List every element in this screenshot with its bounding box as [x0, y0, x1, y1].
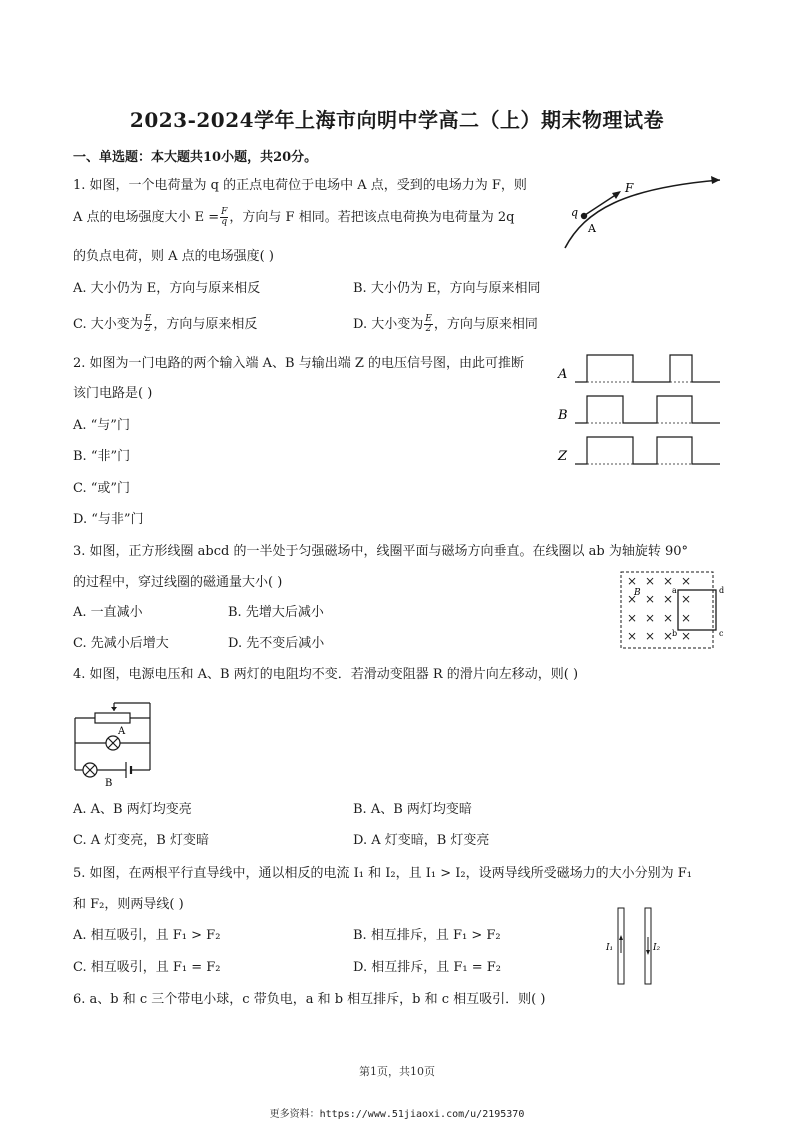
q3-label-c: c: [719, 629, 724, 638]
q2-wave-Z: [575, 437, 720, 464]
q2-option-c: C. “或”门: [73, 481, 131, 496]
q5-label-I1: I₁: [606, 943, 614, 953]
q3-coil-figure: [615, 566, 733, 656]
q1-option-d-num: E: [425, 314, 432, 324]
q1-fraction-den: q: [221, 217, 228, 227]
q1-option-c-num: E: [144, 314, 152, 324]
q4-option-c: C. A 灯变亮，B 灯变暗: [73, 833, 209, 848]
svg-text:×: ×: [645, 592, 656, 606]
q5-option-a: A. 相互吸引，且 F₁ > F₂: [73, 928, 221, 943]
q3-stem-line1: 3. 如图，正方形线圈 abcd 的一半处于匀强磁场中，线圈平面与磁场方向垂直。在线圈以 ab 为轴旋转 90°: [73, 544, 688, 559]
q5-stem-line2: 和 F₂，则两导线( ): [73, 897, 184, 912]
q4-option-a: A. A、B 两灯均变亮: [73, 802, 192, 817]
page-footer: 第1页，共10页: [359, 1065, 435, 1078]
svg-text:×: ×: [645, 611, 656, 625]
q2-label-Z: Z: [558, 449, 568, 464]
svg-text:×: ×: [663, 611, 674, 625]
q1-option-d: [353, 315, 538, 335]
q4-label-A: A: [118, 726, 126, 737]
q3-stem-line2: 的过程中，穿过线圈的磁通量大小( ): [73, 575, 283, 590]
q2-option-b: B. “非”门: [73, 449, 131, 464]
svg-text:×: ×: [645, 574, 656, 588]
q1-option-c-fraction: [144, 315, 153, 334]
q3-option-c: C. 先减小后增大: [73, 636, 169, 651]
q2-option-d: D. “与非”门: [73, 512, 144, 527]
svg-text:×: ×: [627, 611, 638, 625]
q1-charge-dot: [581, 213, 587, 219]
q4-slider-arrow: [111, 707, 117, 711]
q1-option-c-post: ，方向与原来相反: [153, 317, 258, 332]
q2-label-A: A: [558, 367, 568, 382]
svg-text:×: ×: [663, 592, 674, 606]
q1-option-b: B. 大小仍为 E，方向与原来相同: [353, 281, 541, 296]
svg-text:×: ×: [681, 592, 692, 606]
q5-current-2-arrowhead: [646, 950, 650, 955]
q4-rheostat: [95, 713, 130, 723]
q3-label-a: a: [672, 586, 677, 595]
q4-option-b: B. A、B 两灯均变暗: [353, 802, 472, 817]
q1-option-a: A. 大小仍为 E，方向与原来相反: [73, 281, 261, 296]
q1-option-c-den: 2: [145, 324, 151, 334]
svg-text:×: ×: [627, 574, 638, 588]
q1-fig-label-q: q: [571, 206, 579, 219]
q4-option-d: D. A 灯变暗，B 灯变亮: [353, 833, 490, 848]
q5-stem-line1: 5. 如图，在两根平行直导线中，通以相反的电流 I₁ 和 I₂，且 I₁ > I₂，设两导线所受磁场力的大小分别为 F₁: [73, 866, 692, 881]
svg-text:×: ×: [681, 574, 692, 588]
q1-field-line-figure: [555, 170, 730, 255]
q5-label-I2: I₂: [653, 943, 661, 953]
svg-text:×: ×: [627, 592, 638, 606]
q1-fig-label-A: A: [588, 222, 596, 235]
q2-waveform-figure: [555, 350, 725, 470]
q3-label-B: B: [634, 588, 641, 598]
q5-option-d: D. 相互排斥，且 F₁ = F₂: [353, 960, 501, 975]
q2-wave-B: [575, 396, 720, 423]
q4-label-B: B: [105, 778, 113, 789]
page-title: 2023-2024学年上海市向明中学高二（上）期末物理试卷: [129, 108, 665, 132]
svg-text:×: ×: [663, 574, 674, 588]
q3-option-a: A. 一直减小: [73, 605, 143, 620]
q5-option-b: B. 相互排斥，且 F₁ > F₂: [353, 928, 501, 943]
q5-option-c: C. 相互吸引，且 F₁ = F₂: [73, 960, 221, 975]
q2-stem-line1: 2. 如图为一门电路的两个输入端 A、B 与输出端 Z 的电压信号图，由此可推断: [73, 356, 525, 371]
q1-fraction-E: [220, 208, 228, 227]
q1-field-line: [565, 180, 720, 248]
q2-stem-line2: 该门电路是( ): [73, 386, 153, 401]
q1-field-arrowhead: [711, 176, 720, 184]
q3-label-b: b: [672, 629, 678, 638]
q1-fraction-num: F: [221, 207, 228, 217]
q4-stem-line1: 4. 如图，电源电压和 A、B 两灯的电阻均不变．若滑动变阻器 R 的滑片向左移动，则( ): [73, 667, 579, 682]
q1-fig-label-F: F: [625, 181, 634, 195]
source-link[interactable]: 更多资料：https://www.51jiaoxi.com/u/2195370: [269, 1109, 525, 1120]
svg-text:×: ×: [627, 629, 638, 643]
q1-option-c-pre: C. 大小变为: [73, 317, 143, 332]
q1-force-arrowhead: [612, 191, 621, 199]
svg-text:×: ×: [681, 611, 692, 625]
q2-wave-A: [575, 355, 720, 382]
q5-wires-figure: [600, 905, 670, 987]
svg-text:×: ×: [645, 629, 656, 643]
q6-stem-line1: 6. a、b 和 c 三个带电小球，c 带负电，a 和 b 相互排斥，b 和 c 相互吸引．则( ): [73, 992, 546, 1007]
q3-field-crosses: [627, 574, 691, 643]
q4-circuit-figure: [70, 698, 160, 790]
q1-stem-line2: [73, 208, 514, 228]
svg-text:×: ×: [681, 629, 692, 643]
q1-stem-line1: 1. 如图，一个电荷量为 q 的正点电荷位于电场中 A 点，受到的电场力为 F，则: [73, 178, 527, 193]
q3-option-d: D. 先不变后减小: [228, 636, 325, 651]
q1-option-d-post: ，方向与原来相同: [433, 317, 538, 332]
q1-option-d-fraction: [424, 315, 433, 334]
q1-option-d-den: 2: [425, 324, 432, 334]
q2-option-a: A. “与”门: [73, 418, 130, 433]
q1-option-d-pre: D. 大小变为: [353, 317, 424, 332]
q1-stem-line2-pre: A 点的电场强度大小 E =: [73, 210, 220, 225]
q5-current-1-arrowhead: [619, 935, 623, 940]
q1-option-c: [73, 315, 257, 335]
q1-stem-line3: 的负点电荷，则 A 点的电场强度( ): [73, 249, 274, 264]
q2-label-B: B: [558, 408, 568, 423]
section-heading: 一、单选题：本大题共10小题，共20分。: [73, 150, 318, 165]
q1-stem-line2-post: ，方向与 F 相同。若把该点电荷换为电荷量为 2q: [229, 210, 515, 225]
q3-label-d: d: [719, 586, 725, 595]
q3-option-b: B. 先增大后减小: [228, 605, 324, 620]
svg-text:×: ×: [663, 629, 674, 643]
